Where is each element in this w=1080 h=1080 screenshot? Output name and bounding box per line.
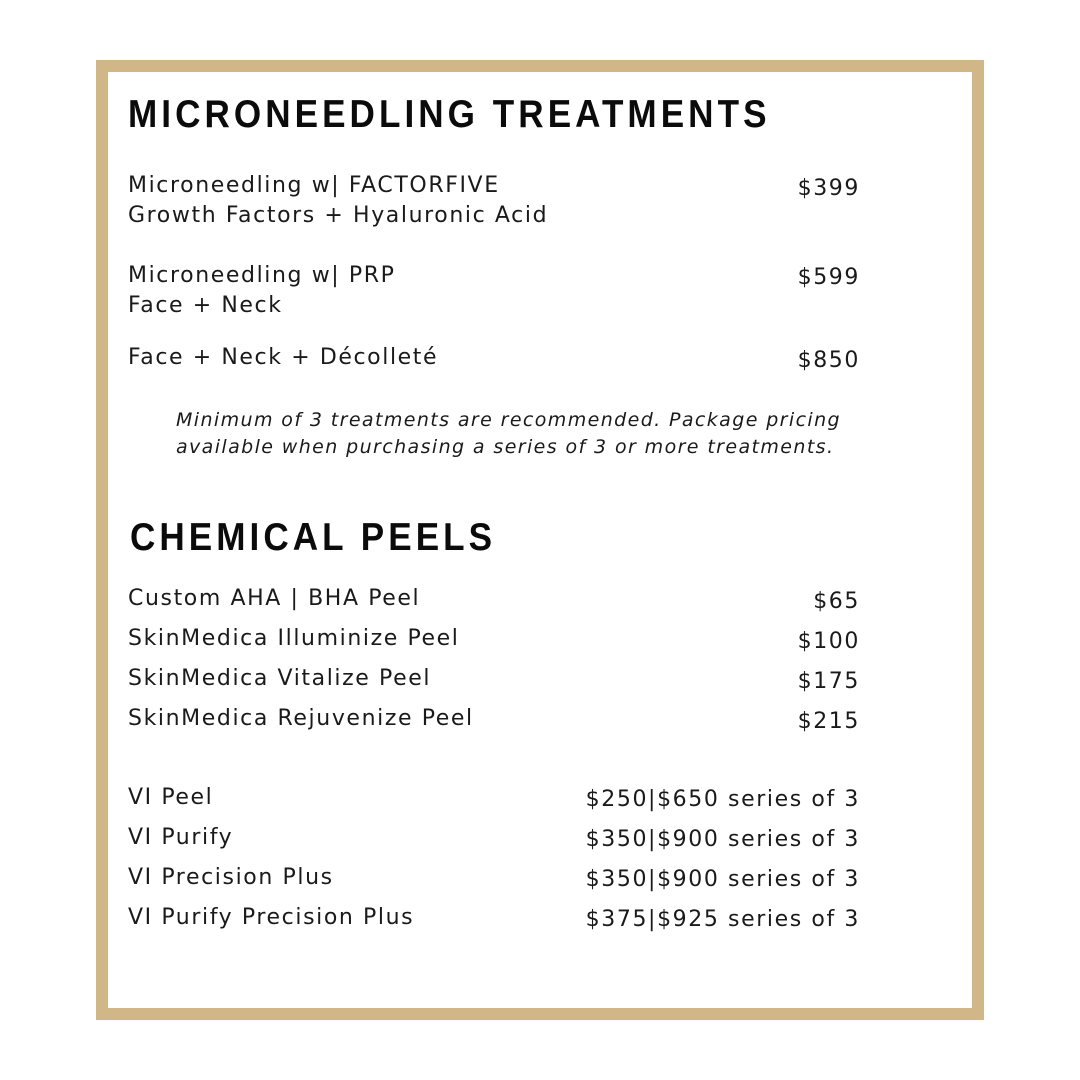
price-custom: $65	[813, 589, 860, 614]
item-line-2: Face + Neck	[128, 293, 283, 318]
vi-item-purify: VI Purify	[128, 825, 234, 850]
microneedling-heading: MICRONEEDLING TREATMENTS	[128, 93, 771, 136]
item-line-1: Microneedling w| PRP	[128, 263, 396, 288]
microneedling-item-prp	[128, 261, 396, 321]
vi-item-precision-plus: VI Precision Plus	[128, 865, 334, 890]
price-factorfive: $399	[797, 176, 860, 201]
price-vi-purify-precision-plus: $375|$925 series of 3	[585, 907, 860, 932]
price-vi-peel: $250|$650 series of 3	[585, 787, 860, 812]
peel-item-rejuvenize: SkinMedica Rejuvenize Peel	[128, 706, 474, 731]
peel-item-custom: Custom AHA | BHA Peel	[128, 586, 421, 611]
note-line-1: Minimum of 3 treatments are recommended. Package pricing	[176, 409, 841, 431]
item-line-2: Growth Factors + Hyaluronic Acid	[128, 203, 549, 228]
price-vitalize: $175	[797, 669, 860, 694]
price-decollete: $850	[797, 348, 860, 373]
price-vi-purify: $350|$900 series of 3	[585, 827, 860, 852]
price-rejuvenize: $215	[797, 709, 860, 734]
chemical-peels-heading: CHEMICAL PEELS	[130, 516, 497, 559]
peel-item-illuminize: SkinMedica Illuminize Peel	[128, 626, 460, 651]
vi-item-purify-precision-plus: VI Purify Precision Plus	[128, 905, 415, 930]
microneedling-item-factorfive	[128, 171, 548, 231]
price-vi-precision-plus: $350|$900 series of 3	[585, 867, 860, 892]
vi-item-peel: VI Peel	[128, 785, 214, 810]
note-line-2: available when purchasing a series of 3 or more treatments.	[176, 436, 835, 458]
peel-item-vitalize: SkinMedica Vitalize Peel	[128, 666, 432, 691]
price-prp: $599	[797, 265, 860, 290]
price-illuminize: $100	[797, 629, 860, 654]
microneedling-item-decollete: Face + Neck + Décolleté	[128, 345, 439, 370]
item-line-1: Microneedling w| FACTORFIVE	[128, 173, 500, 198]
package-note	[176, 407, 841, 461]
